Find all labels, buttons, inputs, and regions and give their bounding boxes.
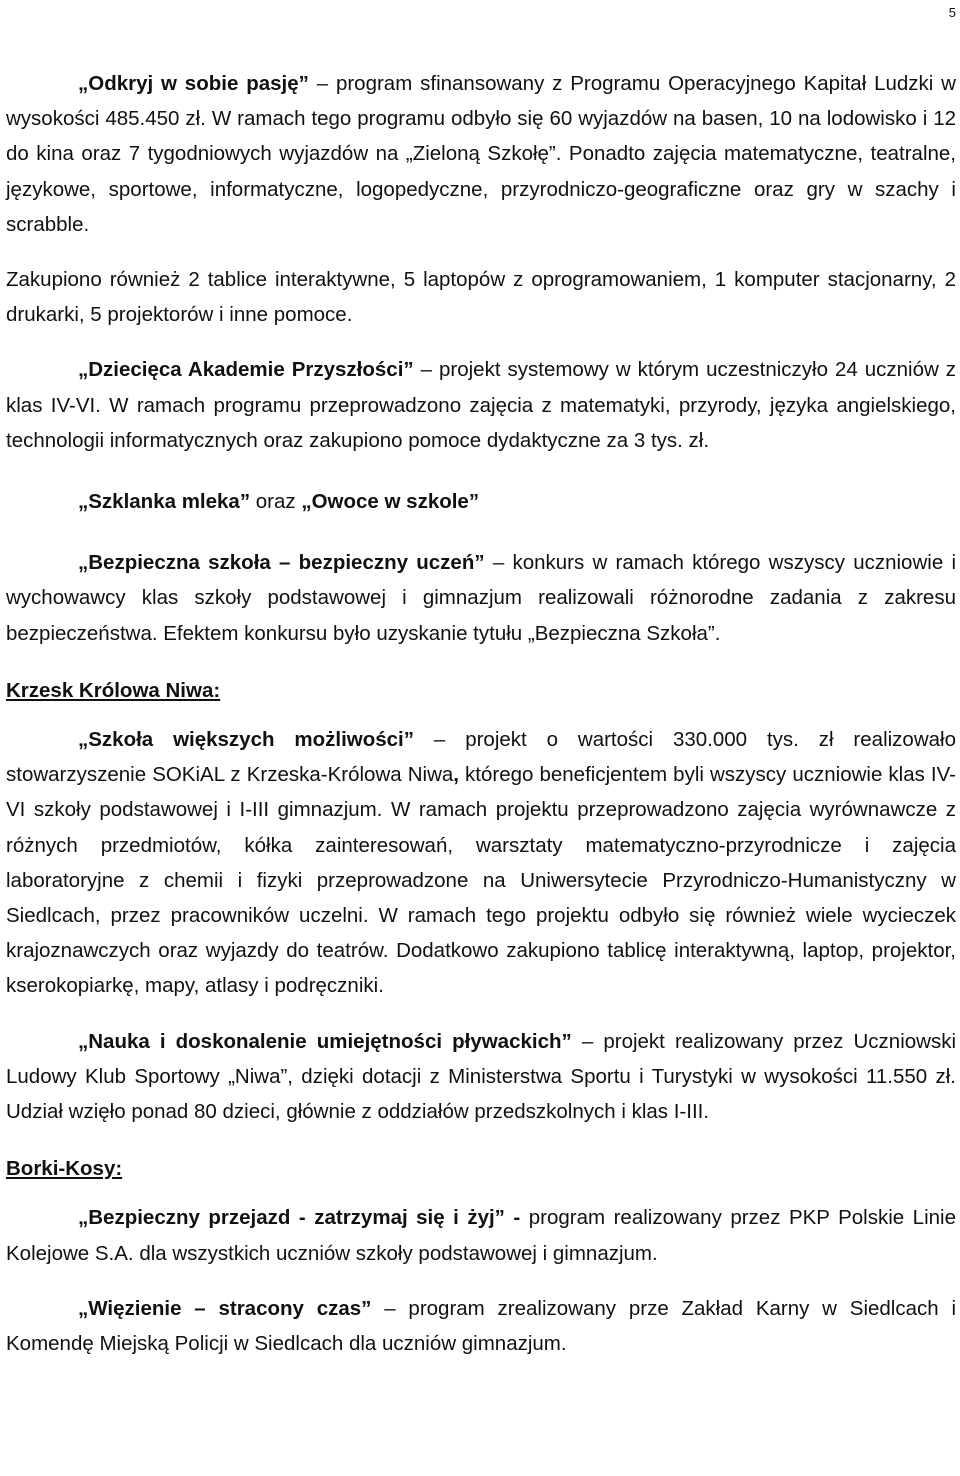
paragraph-text: projekt systemowy w którym uczestniczyło 24 uczniów z klas IV-VI. W ramach programu przeprowadzono zajęcia z matematyki, przyrody, języka angielskiego, technologii informatycznych oraz zakupiono pomoce dydaktyczne za 3 tys. zł.: [6, 358, 957, 452]
paragraph-text: którego beneficjentem byli wszyscy uczniowie klas IV-VI szkoły podstawowej i I-III gimnazjum. W ramach projektu przeprowadzono zajęcia wyrównawcze z różnych przedmiotów, kółka zainteresowań, warsztaty matematyczno-przyrodnicze i zajęcia laboratoryjne z chemii i fizyki przeprowadzone na Uniwersytecie Przyrodniczo-Humanistyczny w Siedlcach, przez pracowników uczelni. W ramach tego projektu odbyło się również wiele wycieczek krajoznawczych oraz wyjazdy do teatrów. Dodatkowo zakupiono tablicę interaktywną, laptop, projektor, kserokopiarkę, mapy, atlasy i podręczniki.: [6, 763, 956, 998]
connector-text: oraz: [250, 490, 302, 514]
program-title: „Bezpieczny przejazd - zatrzymaj się i żyj” -: [78, 1206, 521, 1230]
section-heading-borki: Borki-Kosy:: [6, 1157, 123, 1181]
program-title: „Owoce w szkole”: [301, 490, 480, 514]
program-title: „Więzienie – stracony czas”: [78, 1296, 372, 1320]
paragraph-nauka-plywania: [6, 1024, 956, 1130]
paragraph-text: program sfinansowany z Programu Operacyjnego Kapitał Ludzki w wysokości 485.450 zł. W ramach tego programu odbyło się 60 wyjazdów na basen, 10 na lodowisko i 12 do kina oraz 7 tygodniowych wyjazdów na „Zieloną Szkołę”. Ponadto zajęcia matematyczne, teatralne, językowe, sportowe, informatyczne, logopedyczne, przyrodniczo-geograficzne oraz gry w szachy i scrabble.: [6, 72, 956, 236]
program-title: „Odkryj w sobie pasję”: [78, 72, 309, 95]
dash: –: [571, 1029, 604, 1053]
dash: –: [414, 728, 466, 752]
paragraph-text: program realizowany przez PKP Polskie Linie Kolejowe S.A. dla wszystkich uczniów szkoły podstawowej i gimnazjum.: [6, 1206, 956, 1265]
program-title: „Nauka i doskonalenie umiejętności pływackich”: [78, 1029, 572, 1053]
paragraph-text: Zakupiono również 2 tablice interaktywne, 5 laptopów z oprogramowaniem, 1 komputer stacjonarny, 2 drukarki, 5 projektorów i inne pomoce.: [6, 268, 956, 327]
section-heading-krzesk: Krzesk Królowa Niwa:: [6, 678, 221, 702]
paragraph-text: konkurs w ramach którego wszyscy uczniowie i wychowawcy klas szkoły podstawowej i gimnazjum realizowali różnorodne zadania z zakresu bezpieczeństwa. Efektem konkursu było uzyskanie tytułu „Bezpieczna Szkoła”.: [6, 551, 957, 645]
comma: ,: [453, 763, 459, 787]
program-title: „Bezpieczna szkoła – bezpieczny uczeń”: [78, 551, 485, 575]
page-number: 5: [948, 5, 956, 20]
dash: –: [371, 1296, 409, 1320]
document-body: [6, 66, 956, 1361]
paragraph-szkola-mozliwosci: [6, 722, 956, 1004]
program-title: „Szkoła większych możliwości”: [78, 728, 414, 752]
paragraph-text: program zrealizowany prze Zakład Karny w Siedlcach i Komendę Miejską Policji w Siedlcach dla uczniów gimnazjum.: [6, 1296, 957, 1356]
dash: –: [413, 358, 439, 382]
program-title: „Dziecięca Akademie Przyszłości”: [78, 358, 414, 382]
paragraph-bezpieczny-przejazd: [6, 1200, 956, 1270]
paragraph-wiezienie: [6, 1291, 956, 1361]
dash: –: [484, 551, 513, 575]
paragraph-zakupiono: [6, 262, 956, 332]
paragraph-odkryj: [6, 66, 956, 242]
paragraph-mleko-owoce: [6, 484, 956, 519]
paragraph-text: projekt realizowany przez Uczniowski Ludowy Klub Sportowy „Niwa”, dzięki dotacji z Ministerstwa Sportu i Turystyki w wysokości 11.550 zł. Udział wzięło ponad 80 dzieci, głównie z oddziałów przedszkolnych i klas I-III.: [6, 1029, 957, 1124]
paragraph-text: projekt o wartości 330.000 tys. zł realizowało stowarzyszenie SOKiAL z Krzeska-Królowa Niwa: [6, 728, 956, 787]
paragraph-bezpieczna-szkola: [6, 545, 956, 651]
paragraph-akademia: [6, 352, 956, 458]
dash: –: [308, 72, 336, 95]
program-title: „Szklanka mleka”: [78, 490, 251, 514]
